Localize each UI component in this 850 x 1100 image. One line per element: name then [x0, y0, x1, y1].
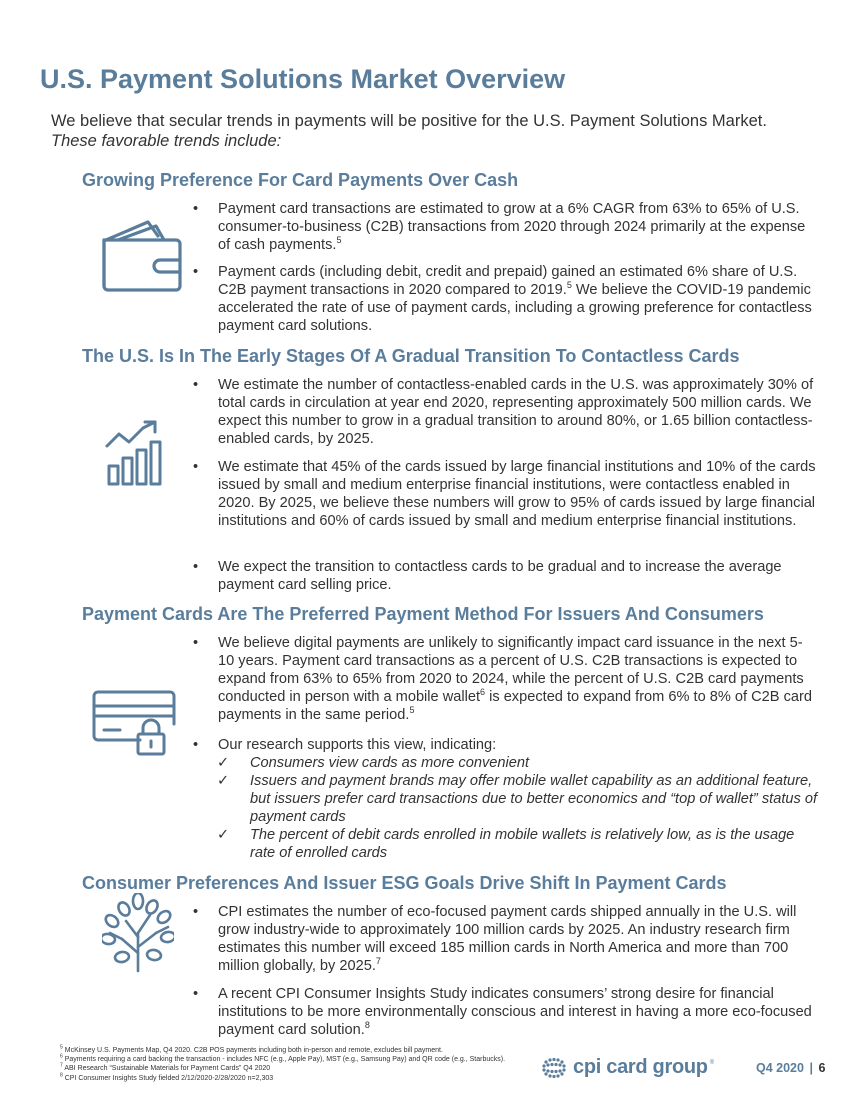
footnote-ref: 6 — [480, 687, 486, 698]
section-heading-preferred-method: Payment Cards Are The Preferred Payment Method For Issuers And Consumers — [82, 604, 764, 624]
check-text: The percent of debit cards enrolled in mobile wallets is relatively low, as is the usage rate of enrolled cards — [250, 827, 795, 861]
check-list — [217, 754, 817, 862]
footer-separator: | — [809, 1061, 813, 1075]
bullet-item — [193, 903, 818, 975]
bullet-text: We estimate that 45% of the cards issued by large financial institutions and 10% of the cards issued by small and medium enterprise financial institutions, were contactless enabled in 2020. By 2025, we believe these numbers will grow to 95% of cards issued by large financial institutions and 60% of cards issued by small and medium enterprise financial institutions. — [218, 459, 816, 529]
bullet-item — [193, 558, 818, 594]
bullet-marker: • — [193, 201, 199, 217]
page-number-value: 6 — [818, 1061, 826, 1075]
bullet-marker: • — [193, 559, 199, 575]
check-icon: ✓ — [217, 773, 230, 789]
quarter-label: Q4 2020 — [756, 1061, 804, 1075]
bullet-marker: • — [193, 635, 199, 651]
bullet-item — [193, 200, 818, 254]
bullet-marker: • — [193, 737, 199, 753]
tree-icon — [102, 893, 174, 973]
company-logo — [541, 1056, 714, 1079]
check-text: Consumers view cards as more convenient — [250, 755, 530, 771]
secure-card-icon — [90, 688, 182, 758]
footnote-ref: 8 — [364, 1020, 370, 1031]
footnote: $^7$ ABI Research “Sustainable Materials for Payment Cards” Q4 2020 — [60, 1063, 271, 1073]
bullet-text: CPI estimates the number of eco-focused payment cards shipped annually in the U.S. will grow industry-wide to approximately 100 million cards by 2025. An industry research firm estimates this number will exceed 185 million cards in North America and more than 700 million globally, by 2025. — [218, 904, 797, 974]
footnote-ref: 5 — [566, 280, 572, 291]
bullet-item — [193, 263, 818, 335]
bullet-marker: • — [193, 377, 199, 393]
footnote-ref: 5 — [336, 235, 342, 246]
bullet-text: We believe digital payments are unlikely to significantly impact card issuance in the next 5-10 years. Payment card transactions as a percent of U.S. C2B transactions is expected to expand from 63% to 65% from 2020 to 2024, while the percent of U.S. C2B card payments conducted in person with a mobile wallet — [218, 635, 804, 705]
page-number — [756, 1061, 825, 1075]
check-item — [217, 754, 817, 772]
section-heading-card-preference: Growing Preference For Card Payments Over Cash — [82, 170, 519, 190]
growth-chart-icon — [103, 420, 163, 486]
wallet-icon — [98, 218, 188, 294]
section-heading-contactless: The U.S. Is In The Early Stages Of A Gradual Transition To Contactless Cards — [82, 346, 740, 366]
check-icon: ✓ — [217, 827, 230, 843]
bullet-marker: • — [193, 986, 199, 1002]
bullet-text: Payment cards (including debit, credit and prepaid) gained an estimated 6% share of U.S. C2B payment transactions in 2020 compared to 2019. — [218, 264, 798, 298]
bullet-item — [193, 634, 818, 724]
bullet-item — [193, 985, 818, 1039]
page-title: U.S. Payment Solutions Market Overview — [40, 64, 566, 94]
bullet-item — [193, 458, 818, 530]
bullet-text: is expected to expand from 6% to 8% of C2B card payments in the same period. — [218, 689, 812, 723]
check-text: Issuers and payment brands may offer mobile wallet capability as an additional feature, but issuers prefer card transactions due to better economics and “top of wallet” status of payment cards — [250, 773, 818, 825]
footnote-ref: 5 — [409, 705, 415, 716]
footnote-ref: 7 — [375, 956, 381, 967]
intro-line: We believe that secular trends in payments will be positive for the U.S. Payment Solutions Market. — [51, 112, 767, 130]
footnote: $^8$ CPI Consumer Insights Study fielded 2/12/2020-2/28/2020 n=2,303 — [60, 1072, 274, 1082]
section-heading-esg: Consumer Preferences And Issuer ESG Goals Drive Shift In Payment Cards — [82, 873, 727, 893]
intro-subline: These favorable trends include: — [51, 132, 282, 150]
bullet-item — [193, 736, 818, 754]
footnotes — [60, 1046, 580, 1083]
bullet-marker: • — [193, 264, 199, 280]
footnote: $^6$ Payments requiring a card backing the transaction - includes NFC (e.g., Apple Pay), MST (e.g., Samsung Pay) and QR code (e.g., Starbucks). — [60, 1053, 506, 1064]
bullet-text: Payment card transactions are estimated to grow at a 6% CAGR from 63% to 65% of U.S. consumer-to-business (C2B) transactions from 2020 through 2024 primarily at the expense of cash payments. — [218, 201, 806, 253]
bullet-text: Our research supports this view, indicating: — [218, 737, 497, 753]
bullet-text: We expect the transition to contactless cards to be gradual and to increase the average payment card selling price. — [218, 559, 782, 593]
registered-mark: ® — [709, 1060, 715, 1066]
logo-mark-icon — [541, 1057, 567, 1079]
check-item — [217, 772, 817, 826]
bullet-marker: • — [193, 904, 199, 920]
check-icon: ✓ — [217, 755, 230, 771]
check-item — [217, 826, 817, 862]
bullet-text: A recent CPI Consumer Insights Study indicates consumers’ strong desire for financial institutions to be more environmentally conscious and interest in having a more eco-focused payment card solution. — [218, 986, 812, 1038]
bullet-text: We estimate the number of contactless-enabled cards in the U.S. was approximately 30% of total cards in circulation at year end 2020, representing approximately 500 million cards. We expect this number to grow in a gradual transition to around 80%, or 1.65 billion contactless-enabled cards, by 2025. — [218, 377, 814, 447]
bullet-text: We believe the COVID-19 pandemic accelerated the rate of use of payment cards, including a growing preference for contactless payment card solutions. — [218, 282, 812, 334]
footnote: $^5$ McKinsey U.S. Payments Map, Q4 2020. C2B POS payments including both in-person and remote, excludes bill payment. — [60, 1044, 443, 1054]
intro-paragraph — [51, 111, 831, 151]
bullet-item — [193, 376, 818, 448]
logo-text: cpi card group — [573, 1056, 708, 1078]
bullet-marker: • — [193, 459, 199, 475]
